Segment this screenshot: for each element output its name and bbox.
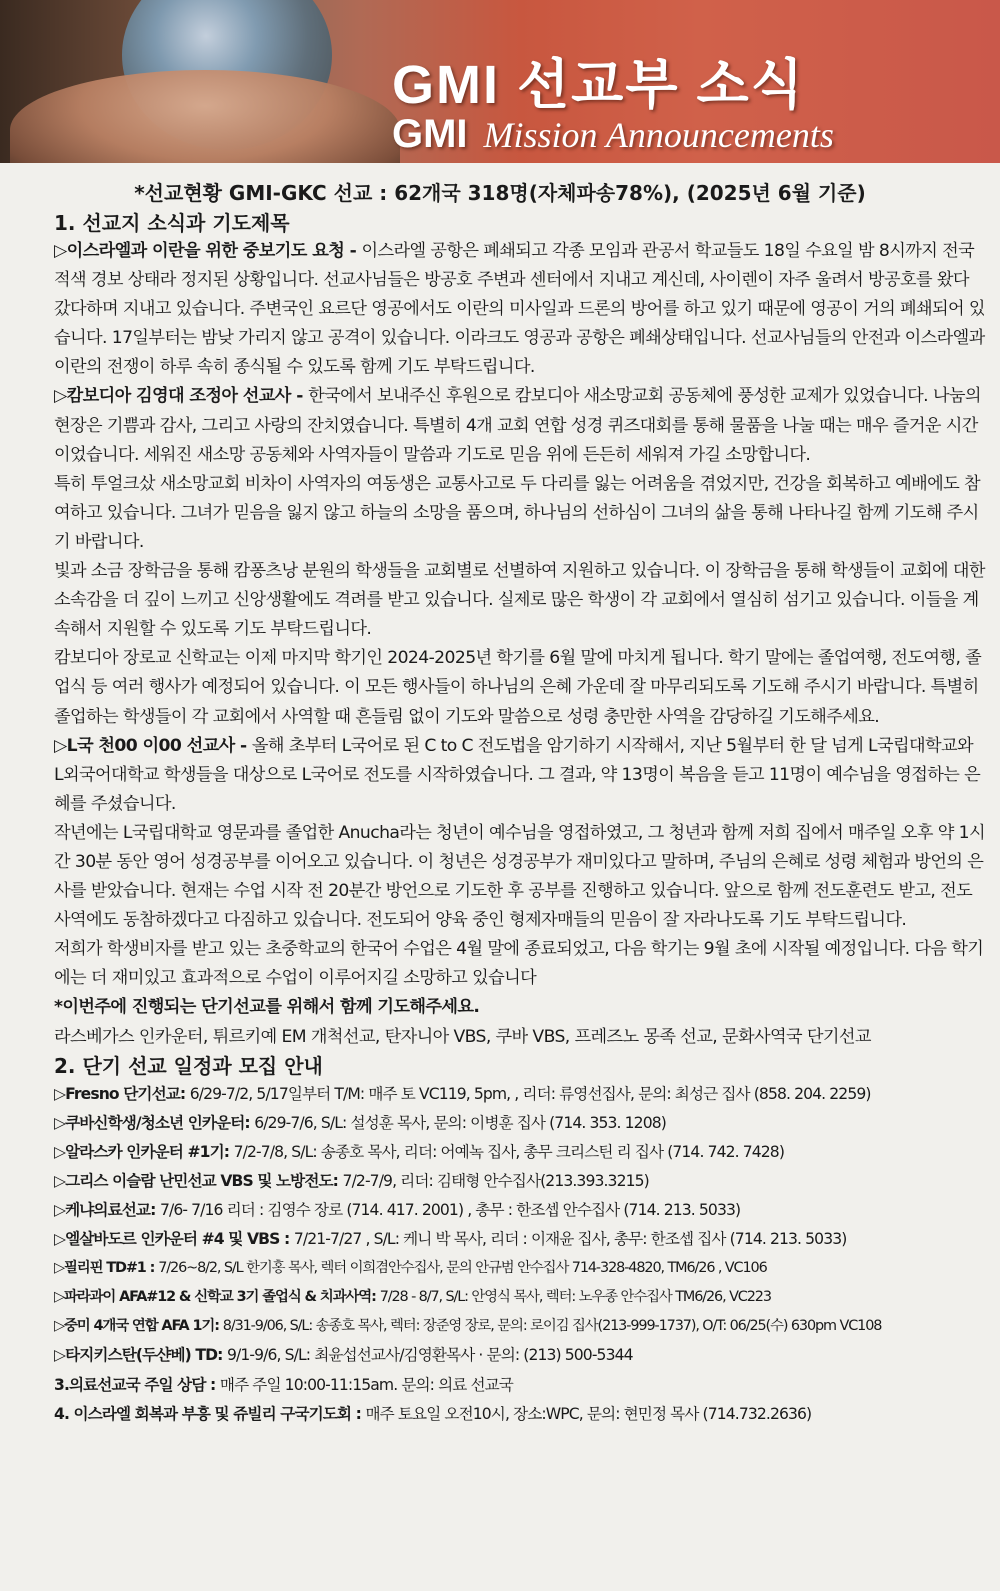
hands-image	[10, 70, 400, 163]
schedule-item	[54, 1225, 986, 1254]
cambodia-sister-prayer	[54, 470, 986, 557]
schedule-body: 8/31-9/06, S/L: 송종호 목사, 렉터: 장준영 장로, 문의: 로이김 집사(213-999-1737), O/T: 06/25(수) 630pm VC108	[222, 1318, 882, 1335]
israel-iran-prayer	[54, 237, 986, 382]
schedule-head: ▷쿠바신학생/청소년 인카운터:	[54, 1113, 255, 1132]
section3-body: 매주 주일 10:00-11:15am. 문의: 의료 선교국	[219, 1375, 513, 1394]
schedule-head: ▷케냐의료선교:	[54, 1201, 160, 1219]
cambodia-seminary	[54, 644, 986, 731]
schedule-body: 7/6- 7/16 리더 : 김영수 장로 (714. 417. 2001) , 총무 : 한조셉 안수집사 (714. 213. 5033)	[159, 1201, 741, 1219]
paragraph-head: ▷캄보디아 김영대 조정아 선교사 -	[54, 386, 309, 407]
medical-consultation	[54, 1371, 986, 1400]
paragraph-body: 작년에는 L국립대학교 영문과를 졸업한 Anucha라는 청년이 예수님을 영접하였고, 그 청년과 함께 저희 집에서 매주일 오후 약 1시간 30분 동안 영어 성경공부를 이어오고 있습니다. 이 청년은 성경공부가 재미있다고 말하며, 주님의 은혜로 성령 체험과 방언의 은사를 받았습니다. 현재는 수업 시작 전 20분간 방언으로 기도한 후 공부를 진행하고 있습니다. 앞으로 함께 전도훈련도 받고, 전도 사역에도 동참하겠다고 다짐하고 있습니다. 전도되어 양육 중인 형제자매들의 믿음이 잘 자라나도록 기도 부탁드립니다.	[54, 822, 985, 931]
banner-subtitle	[392, 112, 834, 157]
banner-sub-mission: Mission Announcements	[483, 115, 834, 155]
schedule-head: ▷타지키스탄(두샨베) TD:	[54, 1346, 228, 1365]
schedule-body: 7/2-7/8, S/L: 송종호 목사, 리더: 어예녹 집사, 총무 크리스틴 리 집사 (714. 742. 7428)	[233, 1142, 785, 1161]
schedule-item	[54, 1080, 986, 1109]
schedule-head: ▷Fresno 단기선교:	[54, 1084, 190, 1103]
cambodia-news	[54, 382, 986, 469]
mission-status-line: *선교현황 GMI-GKC 선교 : 62개국 318명(자체파송78%), (2025년 6월 기준)	[134, 181, 866, 205]
section1-title: 1. 선교지 소식과 기도제목	[54, 211, 290, 235]
schedule-head: ▷파라과이 AFA#12 & 신학교 3기 졸업식 & 치과사역:	[54, 1289, 380, 1306]
schedule-item	[54, 1196, 986, 1225]
schedule-item	[54, 1283, 986, 1312]
schedule-head: ▷필리핀 TD#1 :	[54, 1260, 159, 1277]
l-country-bible-study	[54, 819, 986, 935]
schedule-body: 7/26~8/2, S/L 한기홍 목사, 렉터 이희겸안수집사, 문의 안규범 안수집사 714-328-4820, TM6/26 , VC106	[158, 1260, 767, 1277]
schedule-body: 6/29-7/6, S/L: 설성훈 목사, 문의: 이병훈 집사 (714. 353. 1208)	[254, 1113, 666, 1132]
paragraph-body: 저희가 학생비자를 받고 있는 초중학교의 한국어 수업은 4월 말에 종료되었고, 다음 학기는 9월 초에 시작될 예정입니다. 다음 학기에는 더 재미있고 효과적으로 수업이 이루어지길 소망하고 있습니다	[54, 939, 984, 989]
paragraph-body: 라스베가스 인카운터, 튀르키예 EM 개척선교, 탄자니아 VBS, 쿠바 VBS, 프레즈노 몽족 선교, 문화사역국 단기선교	[54, 1026, 871, 1047]
l-country-korean-class	[54, 935, 986, 993]
paragraph-body: 한국에서 보내주신 후원으로 캄보디아 새소망교회 공동체에 풍성한 교제가 있었습니다. 나눔의 현장은 기쁨과 감사, 그리고 사랑의 잔치였습니다. 특별히 4개 교회 연합 성경 퀴즈대회를 통해 물품을 나눌 때는 매우 즐거운 시간이었습니다. 세워진 새소망 공동체와 사역자들이 말씀과 기도로 믿음 위에 든든히 세워져 가길 소망합니다.	[54, 386, 981, 465]
paragraph-head: ▷L국 천00 이00 선교사 -	[54, 735, 252, 756]
schedule-item	[54, 1341, 986, 1370]
paragraph-body: 이스라엘 공항은 폐쇄되고 각종 모임과 관공서 학교들도 18일 수요일 밤 8시까지 전국 적색 경보 상태라 정지된 상황입니다. 선교사님들은 방공호 주변과 센터에서 지내고 계신데, 사이렌이 자주 울려서 방공호를 왔다 갔다하며 지내고 있습니다. 주변국인 요르단 영공에서도 이란의 미사일과 드론의 방어를 하고 있기 때문에 영공이 거의 폐쇄되어 있습니다. 17일부터는 밤낮 가리지 않고 공격이 있습니다. 이라크도 영공과 공항은 폐쇄상태입니다. 선교사님들의 안전과 이스라엘과 이란의 전쟁이 하루 속히 종식될 수 있도록 함께 기도 부탁드립니다.	[54, 241, 985, 378]
schedule-body: 7/28 - 8/7, S/L: 안영식 목사, 렉터: 노우종 안수집사 TM6/26, VC223	[379, 1289, 771, 1306]
schedule-item	[54, 1254, 986, 1283]
schedule-item	[54, 1312, 986, 1341]
schedule-body: 6/29-7/2, 5/17일부터 T/M: 매주 토 VC119, 5pm, , 리더: 류영선집사, 문의: 최성근 집사 (858. 204. 2259)	[189, 1084, 871, 1103]
schedule-item	[54, 1167, 986, 1196]
paragraph-body: 올해 초부터 L국어로 된 C to C 전도법을 암기하기 시작해서, 지난 5월부터 한 달 넘게 L국립대학교와 L외국어대학교 학생들을 대상으로 L국어로 전도를 시작하였습니다. 그 결과, 약 13명이 복음을 듣고 11명이 예수님을 영접하는 은혜를 주셨습니다.	[54, 735, 981, 814]
l-country-news	[54, 732, 986, 819]
paragraph-body: 특히 투얼크샀 새소망교회 비차이 사역자의 여동생은 교통사고로 두 다리를 잃는 어려움을 겪었지만, 건강을 회복하고 예배에도 참여하고 있습니다. 그녀가 믿음을 잃지 않고 하늘의 소망을 품으며, 하나님의 선하심이 그녀의 삶을 통해 나타나길 함께 기도해 주시기 바랍니다.	[54, 473, 980, 552]
short-term-prayer-request	[54, 993, 986, 1022]
cambodia-scholarship	[54, 557, 986, 644]
schedule-head: ▷알라스카 인카운터 #1기:	[54, 1142, 234, 1161]
schedule-body: 9/1-9/6, S/L: 최윤섭선교사/김영환목사 · 문의: (213) 500-5344	[227, 1346, 633, 1365]
schedule-item	[54, 1138, 986, 1167]
banner-title: GMI 선교부 소식	[392, 55, 805, 115]
paragraph-body: 빛과 소금 장학금을 통해 캄퐁츠낭 분원의 학생들을 교회별로 선별하여 지원하고 있습니다. 이 장학금을 통해 학생들이 교회에 대한 소속감을 더 깊이 느끼고 신앙생활에도 격려를 받고 있습니다. 실제로 많은 학생이 각 교회에서 열심히 섬기고 있습니다. 이들을 계속해서 지원할 수 있도록 기도 부탁드립니다.	[54, 561, 985, 640]
paragraph-body: 캄보디아 장로교 신학교는 이제 마지막 학기인 2024-2025년 학기를 6월 말에 마치게 됩니다. 학기 말에는 졸업여행, 전도여행, 졸업식 등 여러 행사가 예정되어 있습니다. 이 모든 행사들이 하나님의 은혜 가운데 잘 마무리되도록 기도해 주시기 바랍니다. 특별히 졸업하는 학생들이 각 교회에서 사역할 때 흔들림 없이 기도와 말씀으로 성령 충만한 사역을 감당하길 기도해주세요.	[54, 648, 982, 727]
short-term-mission-list	[54, 1023, 986, 1052]
schedule-body: 7/2-7/9, 리더: 김태형 안수집사(213.393.3215)	[342, 1171, 649, 1190]
paragraph-head: ▷이스라엘과 이란을 위한 중보기도 요청 -	[54, 241, 362, 261]
israel-prayer-meeting	[54, 1400, 986, 1429]
banner-sub-gmi: GMI	[392, 112, 468, 156]
schedule-body: 7/21-7/27 , S/L: 케니 박 목사, 리더 : 이재윤 집사, 총무: 한조셉 집사 (714. 213. 5033)	[293, 1230, 847, 1249]
schedule-head: ▷그리스 이슬람 난민선교 VBS 및 노방전도:	[54, 1171, 343, 1190]
announcement-body	[0, 163, 1000, 1429]
schedule-head: ▷엘살바도르 인카운터 #4 및 VBS :	[54, 1230, 294, 1249]
header-banner	[0, 0, 1000, 163]
schedule-head: ▷중미 4개국 연합 AFA 1기:	[54, 1318, 223, 1335]
section3-head: 3.의료선교국 주일 상담 :	[54, 1375, 220, 1394]
schedule-item	[54, 1109, 986, 1138]
section2-title: 2. 단기 선교 일정과 모집 안내	[54, 1053, 323, 1078]
paragraph-head: *이번주에 진행되는 단기선교를 위해서 함께 기도해주세요.	[54, 997, 480, 1018]
section4-body: 매주 토요일 오전10시, 장소:WPC, 문의: 현민정 목사 (714.732.2636)	[365, 1404, 812, 1423]
section4-head: 4. 이스라엘 회복과 부흥 및 쥬빌리 구국기도회 :	[54, 1404, 366, 1423]
